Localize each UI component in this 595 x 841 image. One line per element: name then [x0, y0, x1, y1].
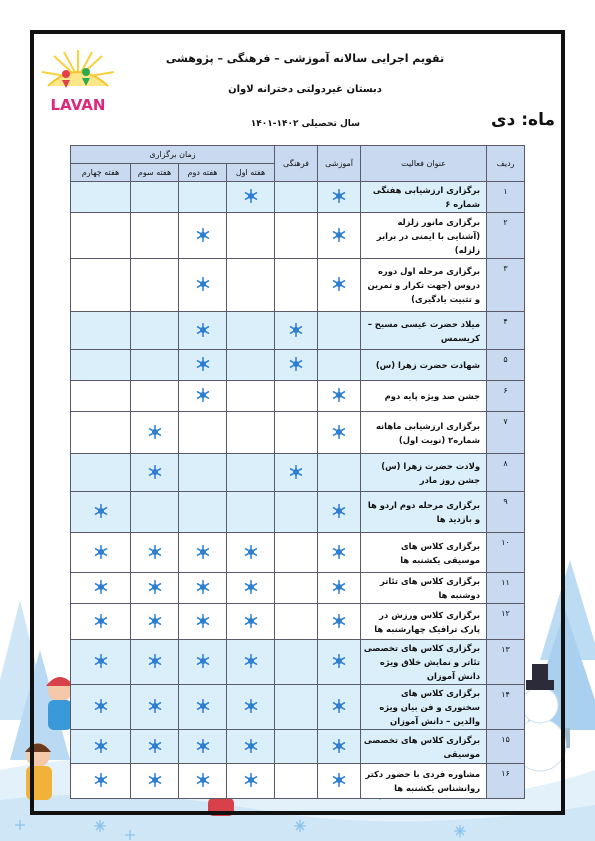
snowflake-icon	[94, 580, 108, 594]
cell-week-1	[227, 312, 275, 350]
cell-week-4	[71, 492, 131, 533]
snowflake-icon	[244, 739, 258, 753]
cell-educational	[318, 730, 361, 764]
cell-week-3	[131, 764, 179, 799]
snowflake-icon	[196, 277, 210, 291]
cell-week-4	[71, 350, 131, 381]
snowflake-icon	[196, 357, 210, 371]
cell-week-3	[131, 259, 179, 312]
snowflake-icon	[148, 739, 162, 753]
table-row	[71, 350, 525, 381]
cell-cultural	[275, 492, 318, 533]
snowflake-icon	[332, 189, 346, 203]
cell-week-2	[179, 312, 227, 350]
cell-week-2	[179, 640, 227, 685]
logo-text: LAVAN	[50, 96, 106, 114]
activity-title: برگزاری کلاس های سخنوری و فن بیان ویژه والدین – دانش آموزان	[361, 685, 487, 730]
cell-cultural	[275, 533, 318, 573]
snowflake-icon	[148, 699, 162, 713]
cell-week-4	[71, 213, 131, 259]
cell-week-2	[179, 685, 227, 730]
table-row	[71, 685, 525, 730]
cell-educational	[318, 259, 361, 312]
snowflake-icon	[94, 699, 108, 713]
snowflake-icon	[94, 739, 108, 753]
row-number: ۵	[487, 350, 525, 381]
cell-week-3	[131, 350, 179, 381]
cell-week-2	[179, 604, 227, 640]
snowflake-icon	[94, 654, 108, 668]
cell-cultural	[275, 182, 318, 213]
snowflake-icon	[332, 388, 346, 402]
cell-week-2	[179, 182, 227, 213]
snowflake-icon	[94, 504, 108, 518]
snowflake-icon	[196, 773, 210, 787]
snowflake-icon	[332, 580, 346, 594]
activity-title: شهادت حضرت زهرا (س)	[361, 350, 487, 381]
row-number: ۷	[487, 412, 525, 454]
snowflake-icon	[196, 323, 210, 337]
cell-educational	[318, 764, 361, 799]
header-week-3: هفته سوم	[131, 164, 179, 182]
activity-title: برگزاری ارزشیابی ماهانه شماره۲ (نوبت اول)	[361, 412, 487, 454]
snowflake-icon	[244, 614, 258, 628]
cell-week-2	[179, 454, 227, 492]
cell-educational	[318, 312, 361, 350]
snowflake-icon	[148, 654, 162, 668]
row-number: ۱۰	[487, 533, 525, 573]
cell-week-3	[131, 381, 179, 412]
snowflake-icon	[196, 580, 210, 594]
snowflake-icon	[289, 323, 303, 337]
cell-cultural	[275, 604, 318, 640]
schedule-body	[71, 182, 525, 799]
snowflake-icon	[332, 773, 346, 787]
academic-year: سال تحصیلی ۱۴۰۲-۱۴۰۱	[250, 119, 360, 129]
activity-title: برگزاری کلاس های تئاتر دوشنبه ها	[361, 573, 487, 604]
cell-cultural	[275, 730, 318, 764]
snowflake-icon	[332, 504, 346, 518]
cell-week-2	[179, 573, 227, 604]
cell-week-2	[179, 533, 227, 573]
snowflake-icon	[148, 773, 162, 787]
cell-week-2	[179, 259, 227, 312]
cell-cultural	[275, 412, 318, 454]
cell-week-4	[71, 182, 131, 213]
cell-week-1	[227, 730, 275, 764]
header-educational: آموزشی	[318, 146, 361, 182]
snowflake-icon	[244, 699, 258, 713]
activity-title: جشن صد ویژه پایه دوم	[361, 381, 487, 412]
cell-week-4	[71, 640, 131, 685]
row-number: ۴	[487, 312, 525, 350]
cell-week-2	[179, 764, 227, 799]
cell-week-1	[227, 573, 275, 604]
row-number: ۱۱	[487, 573, 525, 604]
cell-week-4	[71, 454, 131, 492]
header-week-2: هفته دوم	[179, 164, 227, 182]
cell-week-3	[131, 182, 179, 213]
row-number: ۱	[487, 182, 525, 213]
cell-week-4	[71, 604, 131, 640]
table-row	[71, 730, 525, 764]
cell-week-3	[131, 573, 179, 604]
school-logo	[34, 48, 122, 118]
cell-week-4	[71, 259, 131, 312]
snowflake-icon	[332, 739, 346, 753]
table-row	[71, 604, 525, 640]
header-cultural: فرهنگی	[275, 146, 318, 182]
snowflake-icon	[94, 614, 108, 628]
cell-cultural	[275, 381, 318, 412]
cell-cultural	[275, 312, 318, 350]
cell-educational	[318, 412, 361, 454]
snowflake-icon	[332, 654, 346, 668]
cell-week-1	[227, 412, 275, 454]
snowflake-icon	[332, 614, 346, 628]
cell-week-4	[71, 312, 131, 350]
snowflake-icon	[244, 773, 258, 787]
table-row	[71, 533, 525, 573]
cell-week-3	[131, 454, 179, 492]
snowflake-icon	[148, 580, 162, 594]
cell-week-4	[71, 764, 131, 799]
snowflake-icon	[196, 654, 210, 668]
schedule-table	[70, 145, 525, 799]
cell-week-1	[227, 350, 275, 381]
activity-title: برگزاری کلاس های موسیقی یکشنبه ها	[361, 533, 487, 573]
cell-week-3	[131, 604, 179, 640]
row-number: ۱۵	[487, 730, 525, 764]
activity-title: میلاد حضرت عیسی مسیح – کریسمس	[361, 312, 487, 350]
snowflake-icon	[148, 545, 162, 559]
cell-week-3	[131, 533, 179, 573]
snowflake-icon	[289, 357, 303, 371]
activity-title: ولادت حضرت زهرا (س) جشن روز مادر	[361, 454, 487, 492]
snowflake-icon	[196, 614, 210, 628]
snowflake-icon	[332, 425, 346, 439]
activity-title: برگزاری مرحله اول دوره دروس (جهت تکرار و تمرین و تثبیت یادگیری)	[361, 259, 487, 312]
table-row	[71, 259, 525, 312]
snowflake-icon	[148, 614, 162, 628]
snowflake-icon	[332, 277, 346, 291]
table-row	[71, 640, 525, 685]
header-week-1: هفته اول	[227, 164, 275, 182]
school-name: دبستان غیردولتی دخترانه لاوان	[228, 84, 382, 95]
cell-week-1	[227, 454, 275, 492]
activity-title: برگزاری کلاس های تخصصی موسیقی	[361, 730, 487, 764]
cell-week-2	[179, 730, 227, 764]
cell-week-1	[227, 764, 275, 799]
row-number: ۲	[487, 213, 525, 259]
cell-educational	[318, 492, 361, 533]
cell-cultural	[275, 350, 318, 381]
cell-week-1	[227, 640, 275, 685]
cell-educational	[318, 350, 361, 381]
cell-week-2	[179, 213, 227, 259]
table-row	[71, 764, 525, 799]
row-number: ۱۴	[487, 685, 525, 730]
table-row	[71, 182, 525, 213]
snowflake-icon	[244, 580, 258, 594]
cell-cultural	[275, 259, 318, 312]
cell-educational	[318, 604, 361, 640]
snowflake-icon	[332, 699, 346, 713]
cell-cultural	[275, 640, 318, 685]
snowflake-icon	[196, 739, 210, 753]
cell-week-1	[227, 492, 275, 533]
table-row	[71, 312, 525, 350]
snowflake-icon	[148, 465, 162, 479]
snowflake-icon	[196, 545, 210, 559]
row-number: ۳	[487, 259, 525, 312]
cell-week-1	[227, 381, 275, 412]
cell-week-1	[227, 533, 275, 573]
cell-educational	[318, 685, 361, 730]
cell-week-3	[131, 685, 179, 730]
cell-cultural	[275, 764, 318, 799]
snowflake-icon	[332, 228, 346, 242]
activity-title: مشاوره فردی با حضور دکتر روانشناس یکشنبه ها	[361, 764, 487, 799]
snowflake-icon	[196, 228, 210, 242]
table-row	[71, 412, 525, 454]
table-row	[71, 492, 525, 533]
cell-educational	[318, 381, 361, 412]
row-number: ۱۶	[487, 764, 525, 799]
table-row	[71, 573, 525, 604]
cell-week-2	[179, 381, 227, 412]
cell-week-1	[227, 604, 275, 640]
cell-week-4	[71, 533, 131, 573]
snowflake-icon	[196, 699, 210, 713]
row-number: ۸	[487, 454, 525, 492]
cell-week-3	[131, 213, 179, 259]
snowflake-icon	[289, 465, 303, 479]
cell-week-4	[71, 412, 131, 454]
header-schedule: زمان برگزاری	[71, 146, 275, 164]
cell-week-4	[71, 685, 131, 730]
header-row-number: ردیف	[487, 146, 525, 182]
activity-title: برگزاری کلاس های تخصصی تئاتر و نمایش خلاق ویژه دانش آموزان	[361, 640, 487, 685]
cell-week-4	[71, 381, 131, 412]
row-number: ۹	[487, 492, 525, 533]
cell-week-1	[227, 685, 275, 730]
row-number: ۱۳	[487, 640, 525, 685]
cell-educational	[318, 573, 361, 604]
snowflake-icon	[332, 545, 346, 559]
table-row	[71, 381, 525, 412]
cell-week-1	[227, 182, 275, 213]
cell-week-3	[131, 492, 179, 533]
cell-week-2	[179, 412, 227, 454]
row-number: ۱۲	[487, 604, 525, 640]
snowflake-icon	[196, 388, 210, 402]
cell-educational	[318, 454, 361, 492]
cell-educational	[318, 533, 361, 573]
cell-cultural	[275, 573, 318, 604]
activity-title: برگزاری ارزشیابی هفتگی شماره ۶	[361, 182, 487, 213]
cell-week-1	[227, 213, 275, 259]
cell-week-3	[131, 730, 179, 764]
snowflake-icon	[244, 189, 258, 203]
cell-educational	[318, 213, 361, 259]
cell-week-1	[227, 259, 275, 312]
cell-cultural	[275, 454, 318, 492]
cell-week-4	[71, 730, 131, 764]
cell-week-4	[71, 573, 131, 604]
table-row	[71, 454, 525, 492]
cell-week-3	[131, 412, 179, 454]
cell-cultural	[275, 213, 318, 259]
cell-educational	[318, 182, 361, 213]
header-activity: عنوان فعالیت	[361, 146, 487, 182]
header-week-4: هفته چهارم	[71, 164, 131, 182]
cell-week-3	[131, 312, 179, 350]
snowflake-icon	[94, 545, 108, 559]
month-label: ماه: دی	[491, 110, 555, 130]
cell-week-2	[179, 492, 227, 533]
table-row	[71, 213, 525, 259]
activity-title: برگزاری کلاس ورزش در پارک ترافیک چهارشنبه ها	[361, 604, 487, 640]
page-title: تقویم اجرایی سالانه آموزشی – فرهنگی – پژوهشی	[165, 52, 445, 65]
row-number: ۶	[487, 381, 525, 412]
activity-title: برگزاری مانور زلزله (آشنایی با ایمنی در برابر زلزله)	[361, 213, 487, 259]
snowflake-icon	[94, 773, 108, 787]
cell-educational	[318, 640, 361, 685]
cell-week-3	[131, 640, 179, 685]
activity-title: برگزاری مرحله دوم اردو ها و بازدید ها	[361, 492, 487, 533]
snowflake-icon	[244, 654, 258, 668]
snowflake-icon	[148, 425, 162, 439]
cell-cultural	[275, 685, 318, 730]
cell-week-2	[179, 350, 227, 381]
snowflake-icon	[244, 545, 258, 559]
